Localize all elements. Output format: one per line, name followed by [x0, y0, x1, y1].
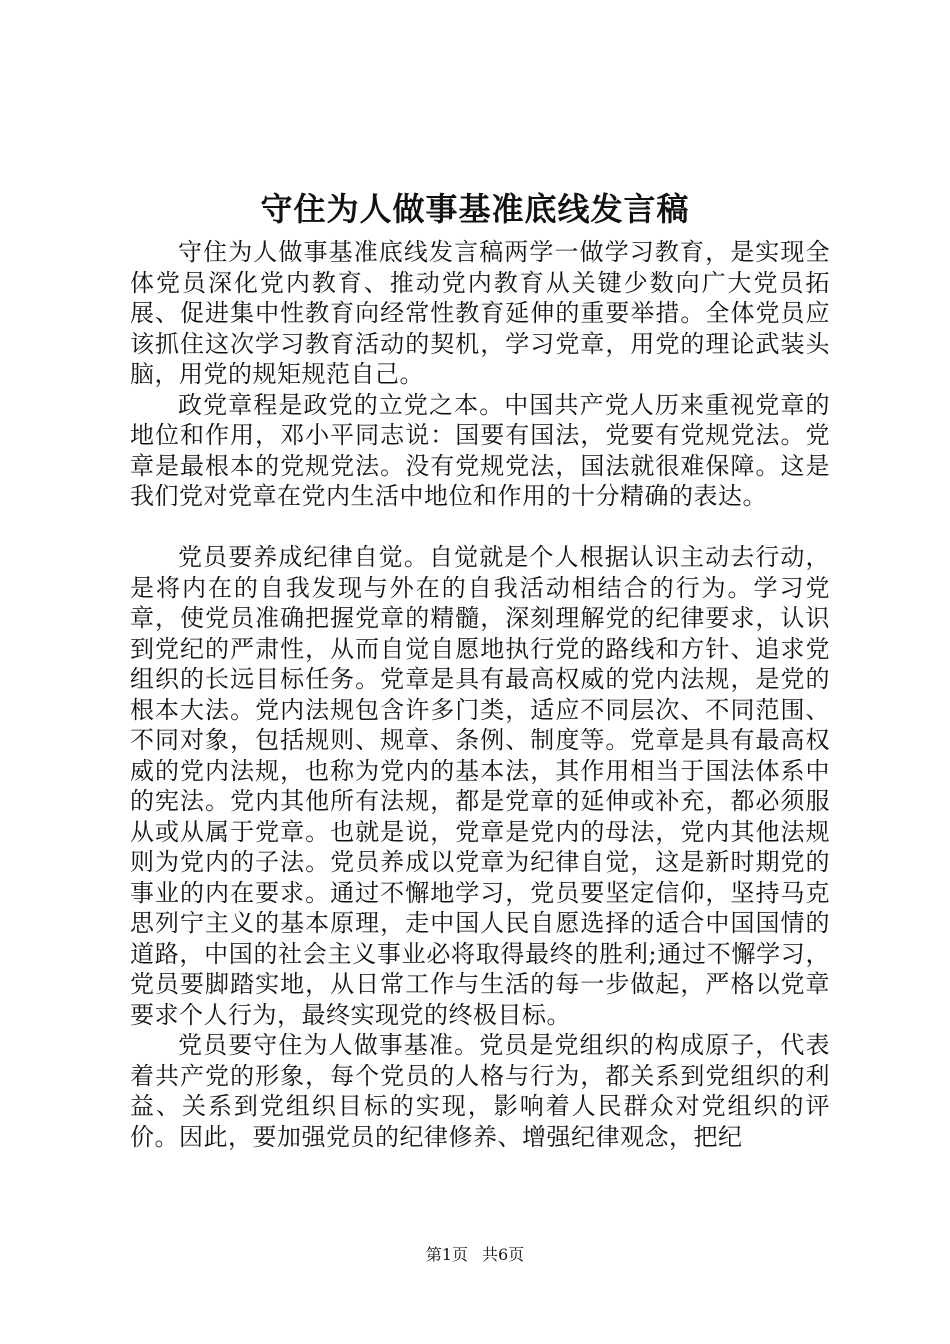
paragraph-standards: 党员要守住为人做事基准。党员是党组织的构成原子，代表着共产党的形象，每个党员的人格与行为，都关系到党组织的利益、关系到党组织目标的实现，影响着人民群众对党组织的评价。因此，要加强党员的纪律修养、增强纪律观念，把纪: [130, 1031, 830, 1151]
paragraph-party-constitution: 政党章程是政党的立党之本。中国共产党人历来重视党章的地位和作用，邓小平同志说：国要有国法，党要有党规党法。党章是最根本的党规党法。没有党规党法，国法就很难保障。这是我们党对党章在党内生活中地位和作用的十分精确的表达。: [130, 390, 830, 510]
page-total: 共6页: [482, 1245, 525, 1264]
paragraph-spacer: [130, 512, 830, 543]
paragraph-intro: 守住为人做事基准底线发言稿两学一做学习教育，是实现全体党员深化党内教育、推动党内教育从关键少数向广大党员拓展、促进集中性教育向经常性教育延伸的重要举措。全体党员应该抓住这次学习教育活动的契机，学习党章，用党的理论武装头脑，用党的规矩规范自己。: [130, 238, 830, 388]
paragraph-discipline: 党员要养成纪律自觉。自觉就是个人根据认识主动去行动，是将内在的自我发现与外在的自我活动相结合的行为。学习党章，使党员准确把握党章的精髓，深刻理解党的纪律要求，认识到党纪的严肃性，从而自觉自愿地执行党的路线和方针、追求党组织的长远目标任务。党章是具有最高权威的党内法规，是党的根本大法。党内法规包含许多门类，适应不同层次、不同范围、不同对象，包括规则、规章、条例、制度等。党章是具有最高权威的党内法规，也称为党内的基本法，其作用相当于国法体系中的宪法。党内其他所有法规，都是党章的延伸或补充，都必须服从或从属于党章。也就是说，党章是党内的母法，党内其他法规则为党内的子法。党员养成以党章为纪律自觉，这是新时期党的事业的内在要求。通过不懈地学习，党员要坚定信仰，坚持马克思列宁主义的基本原理，走中国人民自愿选择的适合中国国情的道路，中国的社会主义事业必将取得最终的胜利;通过不懈学习，党员要脚踏实地，从日常工作与生活的每一步做起，严格以党章要求个人行为，最终实现党的终极目标。: [130, 543, 830, 1029]
page-number: 第1页: [425, 1245, 468, 1264]
document-body: [130, 237, 830, 1152]
page-footer: [0, 1243, 950, 1267]
document-title: 守住为人做事基准底线发言稿: [260, 190, 690, 228]
